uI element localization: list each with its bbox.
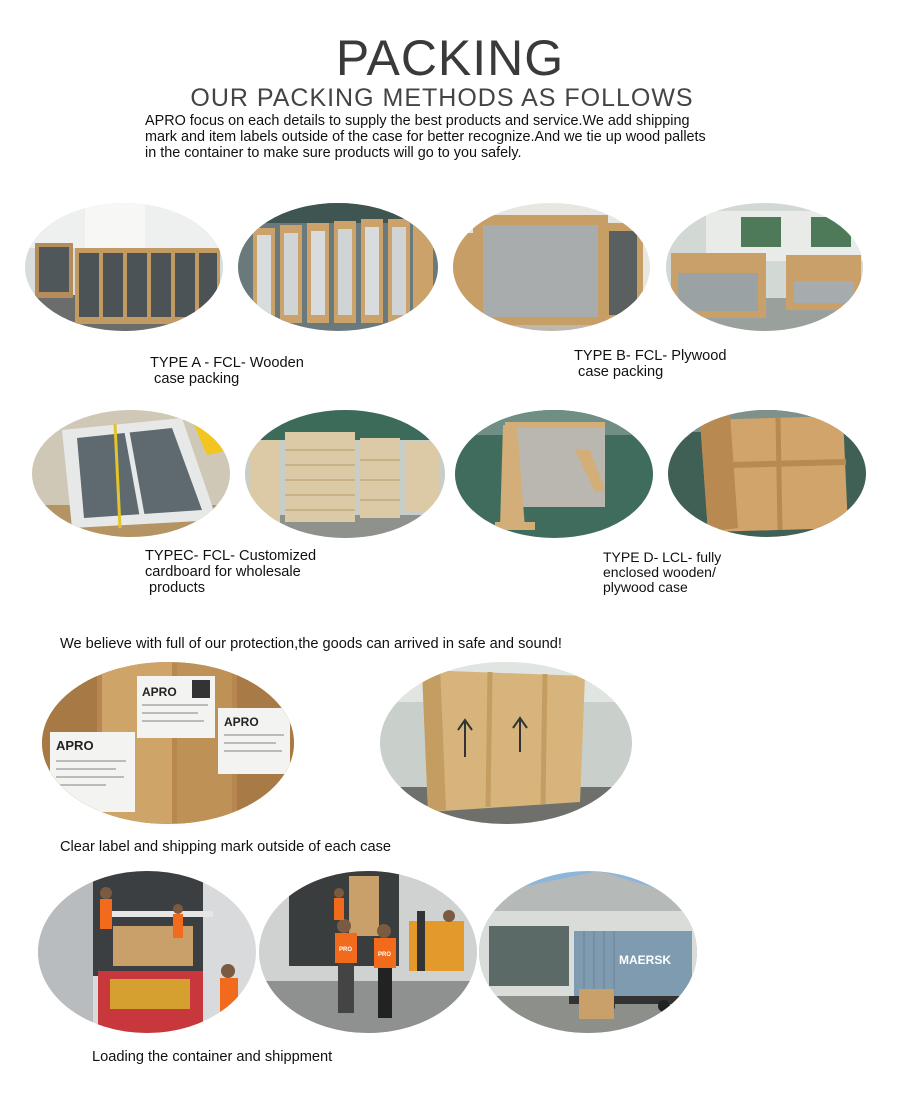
photo-type-c-window (32, 410, 230, 537)
caption-line: TYPE B- FCL- Plywood (574, 348, 727, 364)
caption-line: TYPE D- LCL- fully (603, 549, 722, 565)
photo-type-d-crate (668, 410, 866, 537)
caption-line: enclosed wooden/ (603, 564, 716, 580)
intro-line: in the container to make sure products will go to you safely. (145, 145, 522, 161)
photo-container-truck (479, 871, 697, 1033)
caption-line: TYPE A - FCL- Wooden (150, 355, 304, 371)
page-title: PACKING (335, 30, 565, 86)
container-brand-text: MAERSK (619, 953, 672, 967)
caption-line: products (145, 580, 206, 596)
type-d-caption (603, 550, 721, 595)
loading-caption: Loading the container and shippment (92, 1049, 333, 1065)
protection-text: We believe with full of our protection,the goods can arrived in safe and sound! (60, 636, 562, 652)
photo-type-a-crates (238, 203, 438, 331)
shirt-text: PRO (378, 952, 392, 958)
intro-line: mark and item labels outside of the case for better recognize.And we tie up wood pallets (145, 129, 706, 145)
caption-line: plywood case (603, 579, 688, 595)
caption-line: case packing (574, 364, 664, 380)
intro-paragraph (145, 113, 785, 161)
shirt-text: PRO (339, 947, 353, 953)
label-brand-text: APRO (56, 738, 94, 753)
caption-line: cardboard for wholesale (145, 564, 301, 580)
page-subtitle: OUR PACKING METHODS AS FOLLOWS (190, 84, 694, 112)
photo-type-b-plywood (453, 203, 650, 331)
caption-line: case packing (150, 371, 240, 387)
photo-type-b-factory (666, 203, 863, 331)
type-c-caption (145, 548, 316, 596)
type-b-caption (574, 348, 726, 380)
label-brand-text: APRO (224, 715, 259, 729)
label-caption: Clear label and shipping mark outside of each case (60, 839, 391, 855)
type-a-caption (150, 355, 304, 387)
photo-shipping-mark (380, 662, 632, 824)
photo-type-d-frame (455, 410, 653, 538)
label-brand-text: APRO (142, 685, 177, 699)
photo-type-c-cardboard (245, 410, 445, 538)
photo-loading-2 (259, 871, 477, 1033)
photo-loading-1 (38, 871, 256, 1033)
caption-line: TYPEC- FCL- Customized (145, 548, 317, 564)
photo-labels (42, 662, 294, 824)
photo-type-a-warehouse (25, 203, 223, 331)
intro-line: APRO focus on each details to supply the best products and service.We add shipping (145, 113, 690, 129)
